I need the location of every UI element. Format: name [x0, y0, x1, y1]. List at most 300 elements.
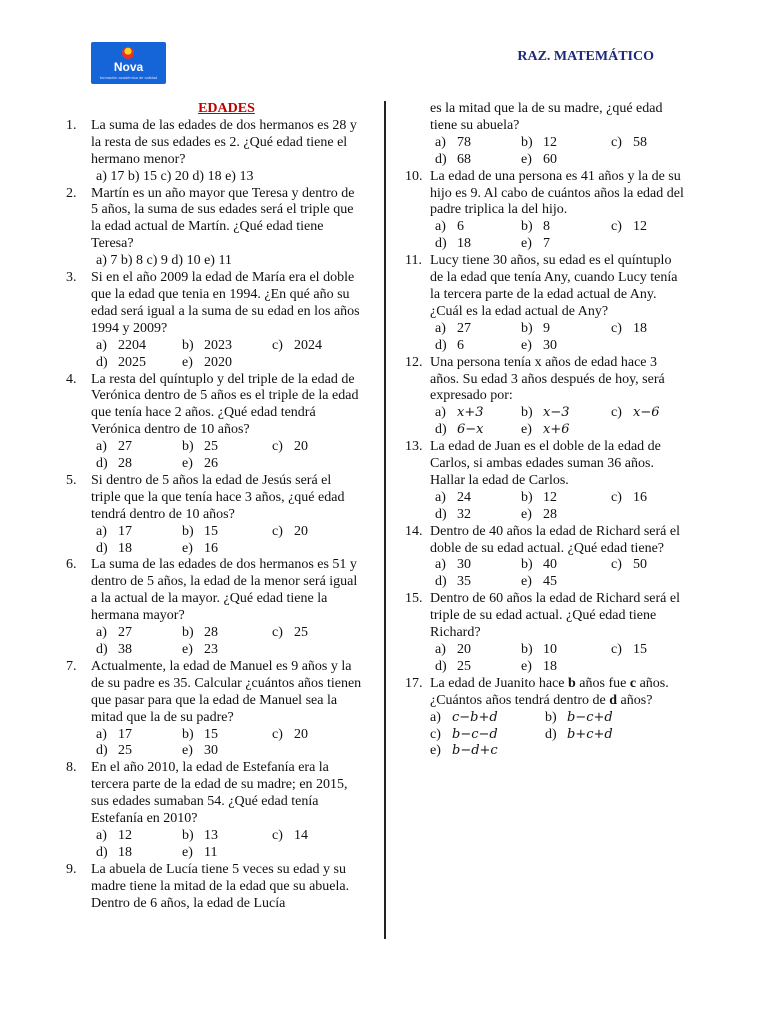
question-number: 7. — [66, 658, 77, 674]
question-item — [66, 118, 362, 169]
answer-option — [430, 710, 545, 727]
option-letter: a) — [96, 625, 107, 641]
option-letter: a) — [435, 134, 446, 150]
option-value: 30 — [543, 337, 557, 353]
option-value: 𝑐−𝑏+𝑑 — [452, 709, 498, 725]
option-value: 20 — [294, 439, 308, 455]
option-letter: b) — [545, 709, 557, 725]
answer-option — [611, 490, 691, 507]
question-item — [405, 591, 685, 642]
question-item — [405, 169, 685, 220]
answer-options — [66, 727, 362, 761]
option-value: 38 — [118, 642, 132, 657]
option-value: 27 — [457, 320, 471, 336]
question-text-body: Actualmente, la edad de Manuel es 9 años y la de su padre es 35. Calcular ¿cuántos años tienen que pasar para que la edad de Manuel sea la mitad que la de su padre? — [91, 658, 362, 725]
logo-text: Nova — [113, 60, 144, 74]
answer-options — [405, 642, 685, 676]
option-letter: c) — [611, 320, 622, 336]
option-value: 35 — [457, 574, 471, 590]
answer-option — [435, 405, 521, 422]
question-number: 3. — [66, 270, 77, 286]
question-text — [430, 591, 685, 642]
option-letter: e) — [521, 422, 532, 438]
option-value: 28 — [204, 625, 218, 641]
option-value: 20 — [294, 523, 308, 539]
option-letter: c) — [272, 439, 283, 455]
question-number: 4. — [66, 371, 77, 387]
option-value: 15 — [204, 523, 218, 539]
option-letter: b) — [182, 726, 194, 742]
option-value: 𝑏−𝑐+𝑑 — [567, 709, 613, 725]
option-letter: e) — [521, 337, 532, 353]
answer-option — [435, 642, 521, 659]
option-value: 18 — [457, 236, 471, 252]
option-value: 18 — [118, 844, 132, 860]
answer-options — [66, 828, 362, 862]
question-item — [66, 270, 362, 338]
question-text-body: La abuela de Lucía tiene 5 veces su edad y su madre tiene la mitad de la edad que su abuela. Dentro de 6 años, la edad de Lucía — [91, 861, 350, 911]
option-letter: a) — [435, 219, 446, 235]
option-value: 28 — [118, 456, 132, 472]
option-letter: b) — [521, 642, 533, 657]
question-item — [66, 557, 362, 625]
option-value: 11 — [204, 844, 218, 860]
option-value: 𝑏+𝑐+𝑑 — [567, 726, 613, 742]
question-text-body: La edad de Juan es el doble de la edad de Carlos, si ambas edades suman 36 años. Hallar la edad de Carlos. — [430, 439, 661, 488]
question-number: 10. — [405, 168, 423, 184]
option-value: 16 — [633, 489, 647, 505]
option-letter: a) — [96, 726, 107, 742]
answer-option — [611, 321, 691, 338]
answer-option — [96, 642, 182, 659]
option-letter: b) — [182, 827, 194, 843]
question-number: 5. — [66, 472, 77, 488]
question-number: 6. — [66, 557, 77, 573]
option-value: 2024 — [294, 337, 322, 353]
answer-option — [611, 219, 691, 236]
question-text-body: años fue — [575, 675, 630, 691]
option-letter: b) — [521, 134, 533, 150]
answer-option — [182, 355, 272, 372]
answer-option — [96, 338, 182, 355]
option-letter: d) — [435, 658, 447, 674]
option-value: 12 — [543, 489, 557, 505]
option-letter: c) — [611, 557, 622, 573]
answer-option — [611, 135, 691, 152]
option-letter: e) — [521, 658, 532, 674]
question-item — [66, 473, 362, 524]
option-value: 9 — [543, 320, 550, 336]
column-divider — [384, 101, 386, 939]
question-item — [405, 676, 685, 710]
option-value: 14 — [294, 827, 308, 843]
option-letter: d) — [96, 456, 108, 472]
answer-option — [272, 338, 352, 355]
option-letter: e) — [521, 236, 532, 252]
question-number: 1. — [66, 117, 77, 133]
option-letter: e) — [182, 642, 193, 657]
option-value: 12 — [633, 219, 647, 235]
option-letter: a) — [435, 642, 446, 657]
question-item — [66, 659, 362, 727]
answer-option — [435, 507, 521, 524]
question-text — [91, 862, 362, 913]
question-item — [405, 439, 685, 490]
variable-d: d — [609, 692, 618, 708]
question-text — [430, 676, 685, 710]
option-letter: d) — [96, 642, 108, 657]
option-letter: e) — [430, 743, 441, 759]
question-text — [91, 557, 362, 625]
option-letter: d) — [435, 574, 447, 590]
answer-option — [96, 524, 182, 541]
right-column — [405, 101, 685, 760]
option-letter: d) — [435, 506, 447, 522]
option-letter: a) — [435, 489, 446, 505]
answer-options — [66, 524, 362, 558]
option-letter: e) — [521, 574, 532, 590]
question-number: 14. — [405, 523, 423, 539]
answer-option — [435, 152, 521, 169]
option-letter: a) — [96, 439, 107, 455]
option-letter: d) — [435, 236, 447, 252]
variable-c: c — [629, 675, 637, 691]
answer-option — [272, 625, 352, 642]
option-letter: b) — [182, 439, 194, 455]
option-letter: d) — [545, 726, 557, 742]
option-letter: c) — [272, 337, 283, 353]
question-text — [91, 372, 362, 440]
question-item — [405, 253, 685, 321]
answer-option — [545, 710, 665, 727]
answer-option — [96, 828, 182, 845]
option-letter: e) — [182, 456, 193, 472]
answer-option — [521, 152, 611, 169]
option-letter: b) — [182, 337, 194, 353]
answer-option — [272, 727, 352, 744]
option-value: 18 — [633, 320, 647, 336]
option-value: 25 — [457, 658, 471, 674]
option-letter: d) — [96, 844, 108, 860]
option-letter: a) — [435, 405, 446, 421]
answer-option — [182, 828, 272, 845]
option-letter: a) — [430, 709, 441, 725]
question-text-body: Dentro de 60 años la edad de Richard será el triple de su edad actual. ¿Qué edad tiene Richard? — [430, 591, 680, 641]
option-value: 𝑏−𝑑+𝑐 — [452, 743, 498, 759]
answer-option — [435, 338, 521, 355]
answer-option — [96, 355, 182, 372]
option-letter: a) — [96, 827, 107, 843]
option-value: 25 — [294, 625, 308, 641]
option-value: 58 — [633, 134, 647, 150]
answer-option — [611, 557, 691, 574]
option-value: 25 — [118, 743, 132, 759]
question-text — [91, 270, 362, 338]
answer-option — [521, 236, 611, 253]
option-value: 68 — [457, 151, 471, 167]
question-text — [430, 169, 685, 220]
question-text-body: Dentro de 40 años la edad de Richard será el doble de su edad actual. ¿Qué edad tiene? — [430, 523, 680, 556]
option-value: 6 — [457, 337, 464, 353]
answer-option — [182, 541, 272, 558]
option-value: 50 — [633, 557, 647, 573]
option-value: 𝑥−6 — [633, 405, 660, 421]
answer-option — [435, 422, 521, 439]
option-letter: b) — [521, 557, 533, 573]
answer-options: a) 7 b) 8 c) 9 d) 10 e) 11 — [96, 253, 232, 269]
option-letter: e) — [521, 151, 532, 167]
subject-title: RAZ. MATEMÁTICO — [517, 49, 654, 64]
answer-option — [435, 490, 521, 507]
answer-option — [435, 659, 521, 676]
answer-option — [182, 743, 272, 760]
option-letter: e) — [182, 844, 193, 860]
option-value: 𝑥+3 — [457, 405, 484, 421]
answer-option — [182, 727, 272, 744]
option-value: 8 — [543, 219, 550, 235]
answer-option — [182, 524, 272, 541]
option-letter: d) — [96, 743, 108, 759]
option-letter: b) — [521, 489, 533, 505]
question-number: 13. — [405, 439, 423, 455]
question-text — [91, 760, 362, 828]
question-text — [430, 253, 685, 321]
answer-option — [430, 743, 545, 760]
answer-option — [611, 405, 691, 422]
question-text-body: Una persona tenía x años de edad hace 3 años. Su edad 3 años después de hoy, será expresado por: — [430, 354, 665, 404]
answer-options — [66, 625, 362, 659]
question-text-body: La suma de las edades de dos hermanos es 51 y dentro de 5 años, la edad de la menor será igual a la actual de la mayor. ¿Qué edad tiene la hermana mayor? — [91, 557, 358, 624]
option-letter: d) — [96, 354, 108, 370]
answer-option — [435, 135, 521, 152]
option-letter: a) — [435, 320, 446, 336]
option-value: 12 — [118, 827, 132, 843]
question-text-body: años? — [617, 692, 653, 708]
answer-option — [96, 845, 182, 862]
question-number: 17. — [405, 675, 423, 691]
section-title: EDADES — [198, 101, 255, 116]
answer-option — [521, 422, 611, 439]
answer-option — [182, 642, 272, 659]
option-value: 30 — [457, 557, 471, 573]
answer-options — [66, 439, 362, 473]
option-letter: a) — [96, 523, 107, 539]
option-value: 78 — [457, 134, 471, 150]
option-value: 2204 — [118, 337, 146, 353]
question-item — [66, 372, 362, 440]
option-value: 15 — [204, 726, 218, 742]
answer-options — [405, 321, 685, 355]
option-letter: c) — [430, 726, 441, 742]
answer-option — [521, 135, 611, 152]
answer-option — [96, 456, 182, 473]
option-letter: b) — [521, 219, 533, 235]
option-letter: c) — [611, 489, 622, 505]
question-text-body: La edad de una persona es 41 años y la de su hijo es 9. Al cabo de cuántos años la edad del padre triplica la del hijo. — [430, 168, 684, 218]
question-number: 8. — [66, 760, 77, 776]
option-letter: c) — [611, 642, 622, 657]
option-value: 18 — [118, 540, 132, 556]
question-text — [91, 659, 362, 727]
question-text-body: La edad de Juanito hace — [430, 675, 568, 691]
option-value: 24 — [457, 489, 471, 505]
question-number: 12. — [405, 354, 423, 370]
question-text — [430, 355, 685, 406]
option-value: 6−𝑥 — [457, 422, 484, 438]
answer-option — [545, 727, 665, 744]
option-value: 𝑥+6 — [543, 422, 570, 438]
option-value: 30 — [204, 743, 218, 759]
answer-options — [66, 338, 362, 372]
option-letter: c) — [611, 219, 622, 235]
answer-options — [405, 710, 685, 761]
answer-option — [435, 557, 521, 574]
option-letter: d) — [435, 337, 447, 353]
option-letter: d) — [435, 151, 447, 167]
option-letter: c) — [272, 523, 283, 539]
logo-tagline: formación académica de calidad — [99, 76, 158, 80]
option-letter: a) — [435, 557, 446, 573]
option-letter: e) — [182, 743, 193, 759]
option-letter: c) — [272, 625, 283, 641]
question-item — [66, 186, 362, 254]
option-value: 2023 — [204, 337, 232, 353]
question-number: 2. — [66, 185, 77, 201]
option-value: 10 — [543, 642, 557, 657]
answer-option — [521, 219, 611, 236]
answer-options — [405, 405, 685, 439]
option-value: 23 — [204, 642, 218, 657]
option-letter: b) — [182, 625, 194, 641]
answer-option — [611, 642, 691, 659]
answer-option — [435, 574, 521, 591]
option-value: 𝑏−𝑐−𝑑 — [452, 726, 498, 742]
option-value: 27 — [118, 625, 132, 641]
option-value: 45 — [543, 574, 557, 590]
variable-b: b — [568, 675, 576, 691]
answer-option — [521, 574, 611, 591]
question-text — [430, 524, 685, 558]
question-text-body: Si dentro de 5 años la edad de Jesús será el triple que la que tenía hace 3 años, ¿qué edad tendrá dentro de 10 años? — [91, 472, 345, 522]
option-value: 2025 — [118, 354, 146, 370]
answer-options: a) 17 b) 15 c) 20 d) 18 e) 13 — [96, 168, 254, 184]
option-value: 25 — [204, 439, 218, 455]
answer-option — [96, 743, 182, 760]
answer-option — [521, 321, 611, 338]
option-value: 32 — [457, 506, 471, 522]
left-column — [66, 101, 362, 913]
answer-option — [521, 490, 611, 507]
option-value: 16 — [204, 540, 218, 556]
answer-option — [96, 625, 182, 642]
option-value: 40 — [543, 557, 557, 573]
question-item — [66, 862, 362, 913]
option-value: 12 — [543, 134, 557, 150]
answer-options — [405, 135, 685, 169]
option-letter: c) — [611, 134, 622, 150]
answer-option — [182, 625, 272, 642]
option-value: 6 — [457, 219, 464, 235]
option-value: 2020 — [204, 354, 232, 370]
nova-logo — [91, 42, 166, 84]
question-item — [405, 524, 685, 558]
option-letter: e) — [521, 506, 532, 522]
option-value: 17 — [118, 726, 132, 742]
answer-option — [272, 439, 352, 456]
question-number: 11. — [405, 253, 422, 269]
option-letter: d) — [96, 540, 108, 556]
question-text — [91, 186, 362, 254]
answer-option — [182, 338, 272, 355]
answer-option — [182, 456, 272, 473]
question-text-body: años. ¿Cuántos años tendrá dentro de — [430, 675, 669, 708]
option-letter: b) — [521, 320, 533, 336]
answer-option — [430, 727, 545, 744]
answer-option — [272, 524, 352, 541]
question-number: 15. — [405, 591, 423, 607]
option-letter: b) — [182, 523, 194, 539]
question-text-body: Si en el año 2009 la edad de María era el doble que la edad que tenia en 1994. ¿En qué año su edad será igual a la suma de su edad en los años 1994 y 2009? — [91, 270, 360, 336]
option-letter: e) — [182, 540, 193, 556]
option-value: 28 — [543, 506, 557, 522]
answer-option — [96, 541, 182, 558]
answer-option — [521, 507, 611, 524]
answer-option — [521, 557, 611, 574]
question-text-body: Lucy tiene 30 años, su edad es el quíntuplo de la edad que tenía Any, cuando Lucy tenía la tercera parte de la edad actual de Any. — [430, 253, 678, 302]
answer-option — [435, 321, 521, 338]
logo-emblem-icon — [122, 47, 134, 59]
answer-options — [405, 490, 685, 524]
option-letter: c) — [272, 726, 283, 742]
question-item — [66, 760, 362, 828]
answer-option — [435, 219, 521, 236]
option-value: 26 — [204, 456, 218, 472]
question-text-continuation: es la mitad que la de su madre, ¿qué edad tiene su abuela? — [430, 101, 663, 133]
option-value: 20 — [457, 642, 471, 657]
answer-options — [405, 219, 685, 253]
option-letter: c) — [611, 405, 622, 421]
question-text-body: Martín es un año mayor que Teresa y dentro de 5 años, la suma de sus edades será el triple que la edad actual de Martín. ¿Qué edad tiene Teresa? — [91, 185, 355, 252]
answer-option — [96, 727, 182, 744]
option-letter: c) — [272, 827, 283, 843]
answer-options — [405, 557, 685, 591]
question-number: 9. — [66, 861, 77, 877]
option-value: 60 — [543, 151, 557, 167]
option-value: 15 — [633, 642, 647, 657]
option-value: 20 — [294, 726, 308, 742]
question-text-body: En el año 2010, la edad de Estefanía era la tercera parte de la edad de su madre; en 2015, sus edades sumaban 54. ¿Qué edad tenía Estefanía en 2010? — [91, 760, 348, 827]
answer-option — [182, 845, 272, 862]
question-text — [91, 118, 362, 169]
option-letter: a) — [96, 337, 107, 353]
option-value: 7 — [543, 236, 550, 252]
answer-option — [521, 405, 611, 422]
answer-option — [182, 439, 272, 456]
option-letter: e) — [182, 354, 193, 370]
question-text — [430, 439, 685, 490]
answer-option — [435, 236, 521, 253]
option-value: 17 — [118, 523, 132, 539]
answer-option — [96, 439, 182, 456]
answer-option — [521, 338, 611, 355]
question-item — [405, 355, 685, 406]
option-value: 13 — [204, 827, 218, 843]
answer-option — [521, 642, 611, 659]
question-text-body: ¿Cuál es la edad actual de Any? — [430, 303, 609, 319]
answer-option — [521, 659, 611, 676]
option-letter: d) — [435, 422, 447, 438]
option-value: 18 — [543, 658, 557, 674]
